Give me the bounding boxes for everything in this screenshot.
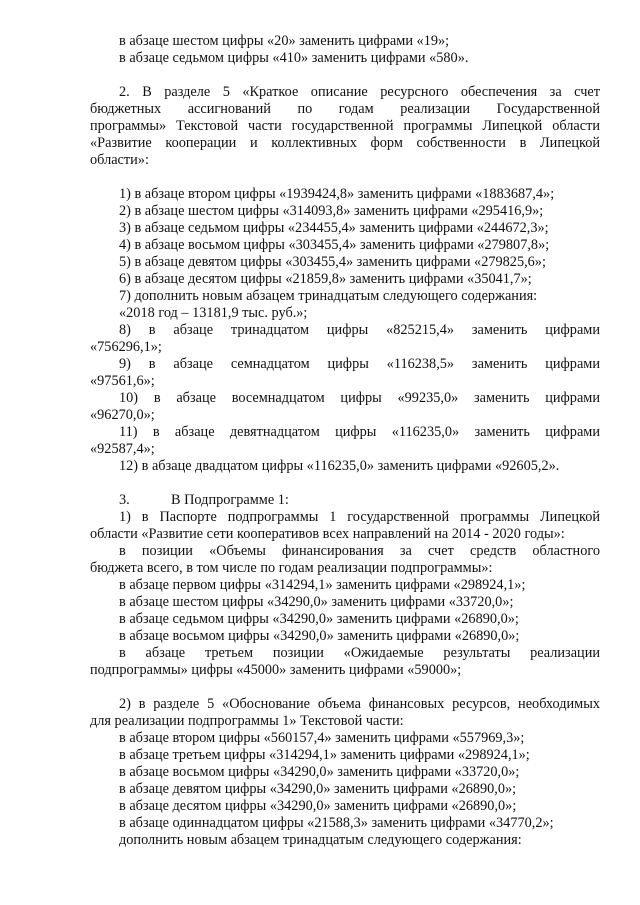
text-line: 7) дополнить новым абзацем тринадцатым следующего содержания: [119,288,538,304]
text-line: в абзаце шестом цифры «20» заменить цифрами «19»; [119,33,450,49]
text-line: в абзаце восьмом цифры «34290,0» заменить цифрами «33720,0»; [119,764,520,780]
text-line: 2. В разделе 5 «Краткое описание ресурсного обеспечения за счет [119,84,600,100]
text-line: В Подпрограмме 1: [171,492,289,508]
text-line: 12) в абзаце двадцатом цифры «116235,0» заменить цифрами «92605,2». [119,458,560,474]
text-line: «756296,1»; [90,339,162,355]
text-line: дополнить новым абзацем тринадцатым следующего содержания: [119,832,522,848]
text-line: в абзаце девятом цифры «34290,0» заменить цифрами «26890,0»; [119,781,517,797]
text-line: бюджетных ассигнований по годам реализации Государственной [90,101,600,117]
text-line: 9) в абзаце семнадцатом цифры «116238,5» заменить цифрами [119,356,600,372]
text-line: в абзаце втором цифры «560157,4» заменить цифрами «557969,3»; [119,730,525,746]
text-line: в абзаце седьмом цифры «34290,0» заменить цифрами «26890,0»; [119,611,519,627]
text-line: в абзаце третьем цифры «314294,1» заменить цифрами «298924,1»; [119,747,530,763]
text-line: «Развитие кооперации и коллективных форм собственности в Липецкой [90,135,600,151]
text-line: для реализации подпрограммы 1» Текстовой части: [90,713,404,729]
text-line: 11) в абзаце девятнадцатом цифры «116235,0» заменить цифрами [119,424,600,440]
text-line: в абзаце десятом цифры «34290,0» заменить цифрами «26890,0»; [119,798,517,814]
text-line: «97561,6»; [90,373,155,389]
text-line: в абзаце третьем позиции «Ожидаемые результаты реализации [119,645,600,661]
text-line: области»: [90,152,149,168]
text-line: 1) в абзаце втором цифры «1939424,8» заменить цифрами «1883687,4»; [119,186,555,202]
text-line: 5) в абзаце девятом цифры «303455,4» заменить цифрами «279825,6»; [119,254,546,270]
text-line: «2018 год – 13181,9 тыс. руб.»; [119,305,308,321]
text-line: «96270,0»; [90,407,155,423]
text-line: в позиции «Объемы финансирования за счет средств областного [119,543,600,559]
text-line: «92587,4»; [90,441,155,457]
text-line: 1) в Паспорте подпрограммы 1 государственной программы Липецкой [119,509,600,525]
text-line: в абзаце первом цифры «314294,1» заменить цифрами «298924,1»; [119,577,526,593]
text-line: в абзаце одиннадцатом цифры «21588,3» заменить цифрами «34770,2»; [119,815,554,831]
section-number: 3. [119,492,130,508]
text-line: подпрограммы» цифры «45000» заменить цифрами «59000»; [90,662,462,678]
text-line: 2) в разделе 5 «Обоснование объема финансовых ресурсов, необходимых [119,696,600,712]
text-line: программы» Текстовой части государственной программы Липецкой области [90,118,600,134]
text-line: в абзаце шестом цифры «34290,0» заменить цифрами «33720,0»; [119,594,514,610]
text-line: 8) в абзаце тринадцатом цифры «825215,4» заменить цифрами [119,322,600,338]
text-line: 10) в абзаце восемнадцатом цифры «99235,0» заменить цифрами [119,390,600,406]
text-line: 4) в абзаце восьмом цифры «303455,4» заменить цифрами «279807,8»; [119,237,550,253]
text-line: 6) в абзаце десятом цифры «21859,8» заменить цифрами «35041,7»; [119,271,532,287]
text-line: 3) в абзаце седьмом цифры «234455,4» заменить цифрами «244672,3»; [119,220,549,236]
text-line: области «Развитие сети кооперативов всех направлений на 2014 - 2020 годы»: [90,526,565,542]
text-line: в абзаце седьмом цифры «410» заменить цифрами «580». [119,50,469,66]
text-line: в абзаце восьмом цифры «34290,0» заменить цифрами «26890,0»; [119,628,520,644]
text-line: 2) в абзаце шестом цифры «314093,8» заменить цифрами «295416,9»; [119,203,544,219]
text-line: бюджета всего, в том числе по годам реализации подпрограммы»: [90,560,493,576]
